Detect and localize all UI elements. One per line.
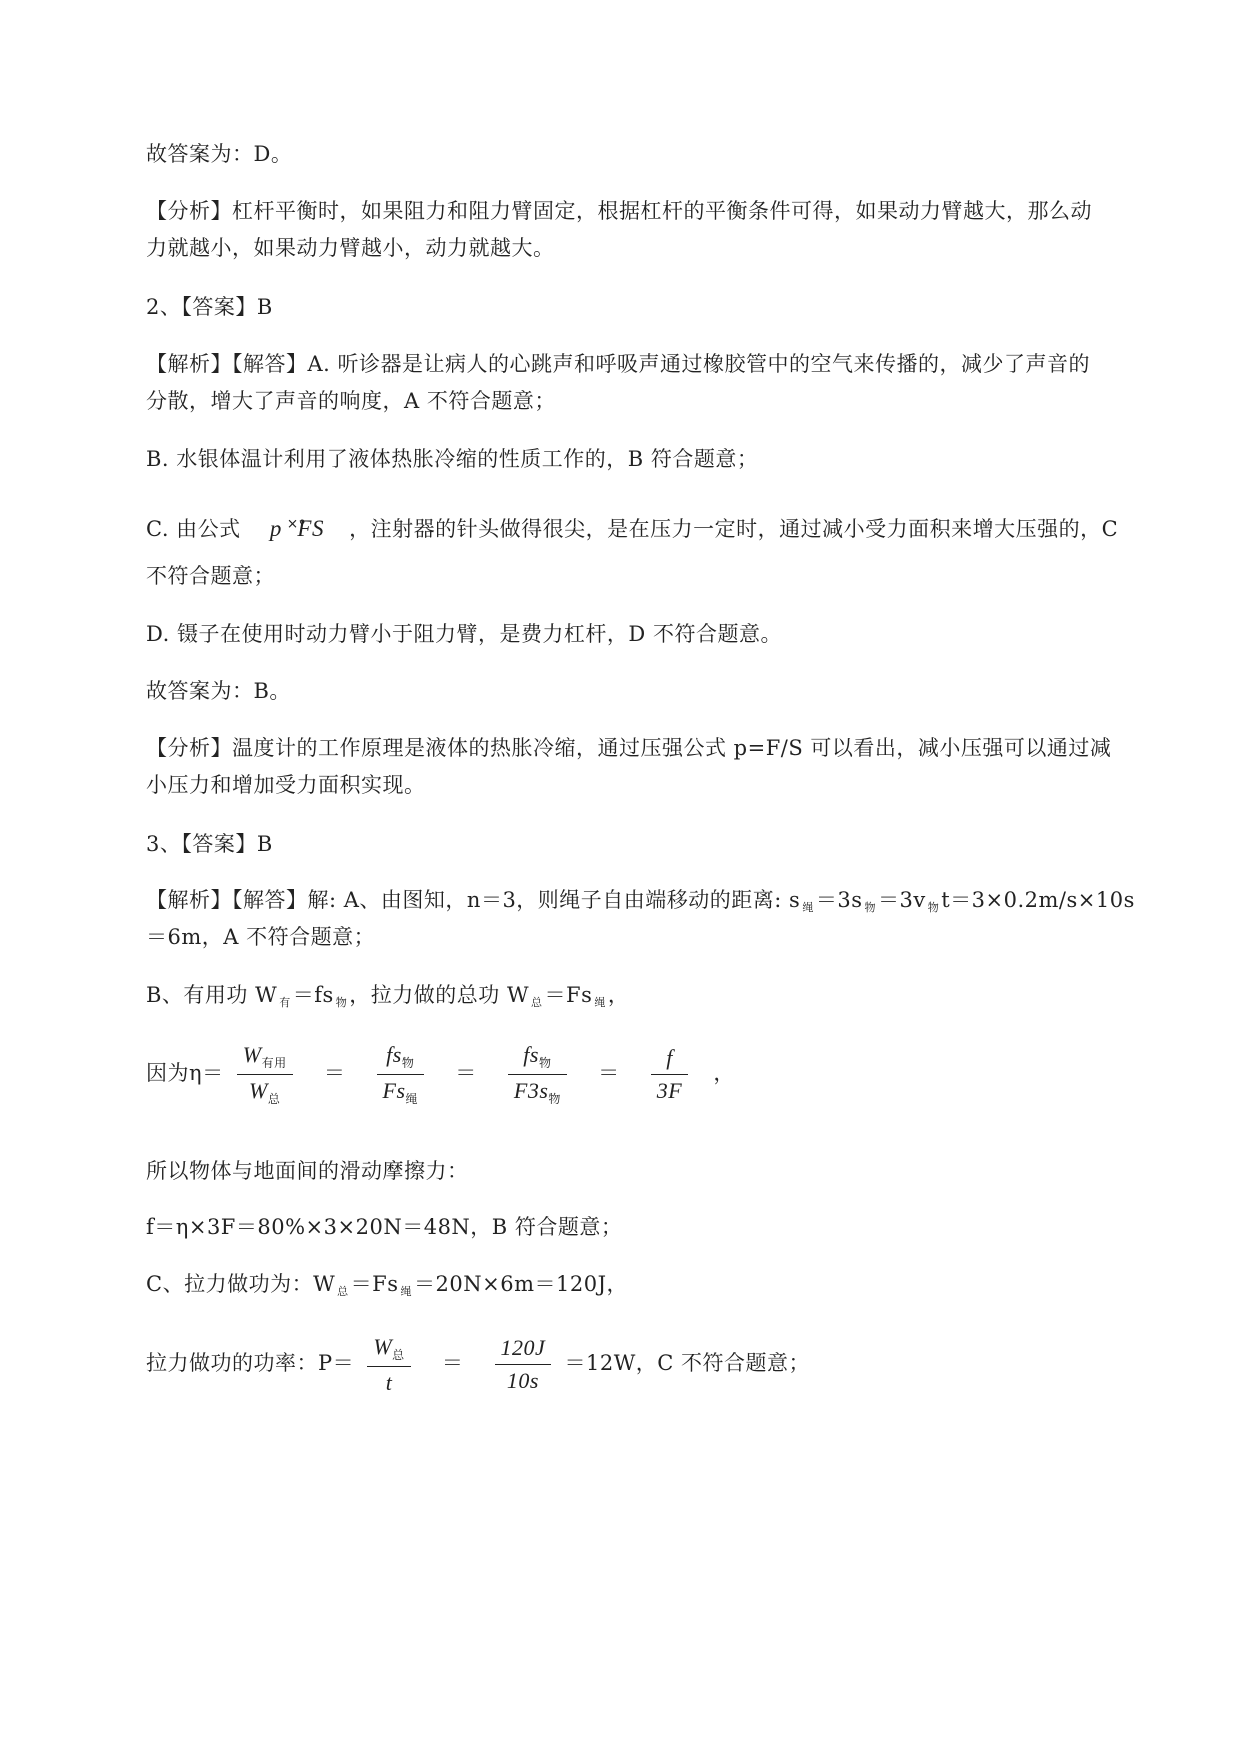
subscript: 物 [927, 901, 940, 914]
denominator: F3s [513, 1078, 549, 1103]
numerator: f [666, 1045, 673, 1070]
denominator: t [385, 1369, 393, 1395]
efficiency-equation [146, 1040, 735, 1108]
solution-2-option-b: B. 水银体温计利用了液体热胀冷缩的性质工作的，B 符合题意； [146, 447, 759, 471]
analysis-2-line-1: 【分析】温度计的工作原理是液体的热胀冷缩，通过压强公式 p=F/S 可以看出，减小压强可以通过减 [146, 736, 1112, 760]
option-c-prefix: C. 由公式 [146, 517, 241, 541]
solution-2-option-c-cont: 不符合题意； [146, 564, 275, 588]
equals-sign: ＝ [455, 1061, 477, 1085]
solution-2-option-c [146, 514, 1118, 544]
friction-intro: 所以物体与地面间的滑动摩擦力： [146, 1159, 469, 1183]
friction-calc: f＝η×3F＝80%×3×20N＝48N，B 符合题意； [146, 1215, 623, 1239]
denominator: W [249, 1078, 268, 1103]
fraction-fs-over-F3s [508, 1041, 567, 1108]
numerator: fs [386, 1042, 402, 1067]
solution-2-option-d: D. 镊子在使用时动力臂小于阻力臂，是费力杠杆，D 不符合题意。 [146, 622, 782, 646]
equals-sign: ＝ [441, 1351, 464, 1375]
subscript: 有 [279, 996, 291, 1009]
subscript: 物 [538, 1056, 552, 1070]
equation-prefix: 因为η＝ [146, 1061, 224, 1085]
subscript: 物 [401, 1056, 415, 1070]
subscript: 绳 [594, 996, 606, 1009]
equals-sign: ＝ [598, 1061, 620, 1085]
solution-3-line-2: ＝6m，A 不符合题意； [146, 925, 376, 949]
subscript: 总 [267, 1092, 281, 1106]
solution-3-text: t＝3×0.2m/s×10s [941, 888, 1135, 912]
analysis-1-line-1: 【分析】杠杆平衡时，如果阻力和阻力臂固定，根据杠杆的平衡条件可得，如果动力臂越大，那么动 [146, 199, 1092, 223]
option-b-text: ，拉力做的总功 W [349, 983, 530, 1007]
subscript: 总 [392, 1347, 405, 1362]
solution-2-line-1: 【解析】【解答】A. 听诊器是让病人的心跳声和呼吸声通过橡胶管中的空气来传播的，减少了声音的 [146, 352, 1091, 376]
fraction-useful-over-total [237, 1041, 293, 1108]
equals-sign: ＝ [323, 1061, 346, 1085]
option-c-text: C、拉力做功为：W [146, 1272, 336, 1296]
analysis-1-line-2: 力就越小，如果动力臂越小，动力就越大。 [146, 236, 555, 260]
option-b-text: ＝Fs [544, 983, 593, 1007]
subscript: 物 [864, 901, 876, 914]
option-b-text: ， [607, 983, 630, 1007]
answer-heading-2: 2、【答案】B [146, 295, 273, 319]
subscript: 总 [337, 1285, 349, 1298]
solution-3-line-1 [146, 885, 1135, 919]
denominator: Fs [382, 1078, 406, 1103]
answer-conclusion-1: 故答案为：D。 [146, 142, 293, 166]
option-c-text: ＝20N×6m＝120J， [414, 1272, 628, 1296]
solution-3-text: ＝3v [877, 888, 926, 912]
subscript: 绳 [802, 901, 814, 914]
option-b-text: B、有用功 W [146, 983, 278, 1007]
solution-3-option-c [146, 1269, 628, 1303]
subscript: 有用 [261, 1056, 287, 1070]
numerator: W [373, 1333, 393, 1359]
answer-heading-3: 3、【答案】B [146, 832, 273, 856]
denominator: 10s [506, 1368, 539, 1393]
solution-3-text: 【解析】【解答】解: A、由图知，n＝3，则绳子自由端移动的距离: s [146, 888, 801, 912]
subscript: 绳 [405, 1092, 419, 1106]
numerator: 120J [500, 1335, 546, 1360]
option-c-text: ，注射器的针头做得很尖，是在压力一定时，通过减小受力面积来增大压强的，C [349, 517, 1119, 541]
subscript: 绳 [400, 1285, 413, 1298]
power-equation [146, 1330, 810, 1397]
numerator: W [242, 1042, 262, 1067]
equation-end: ＝12W，C 不符合题意； [564, 1351, 811, 1375]
fraction-120J-over-10s [495, 1334, 552, 1395]
option-c-text: ＝Fs [350, 1272, 399, 1296]
fraction-fs-over-Fs [377, 1041, 425, 1108]
analysis-2-line-2: 小压力和增加受力面积实现。 [146, 773, 426, 797]
subscript: 总 [531, 996, 543, 1009]
equation-end: ， [713, 1061, 735, 1085]
pressure-formula: p ˟̊FS [269, 516, 324, 541]
solution-3-option-b [146, 980, 629, 1014]
subscript: 物 [548, 1092, 561, 1106]
option-b-text: ＝fs [292, 983, 334, 1007]
answer-conclusion-2: 故答案为：B。 [146, 679, 291, 703]
solution-2-line-2: 分散，增大了声音的响度，A 不符合题意； [146, 389, 556, 413]
subscript: 物 [335, 996, 348, 1009]
denominator: 3F [656, 1078, 683, 1103]
equation-prefix: 拉力做功的功率：P＝ [146, 1351, 355, 1375]
fraction-W-over-t [367, 1333, 410, 1397]
solution-3-text: ＝3s [815, 888, 863, 912]
numerator: fs [523, 1042, 539, 1067]
fraction-f-over-3F [651, 1044, 688, 1105]
